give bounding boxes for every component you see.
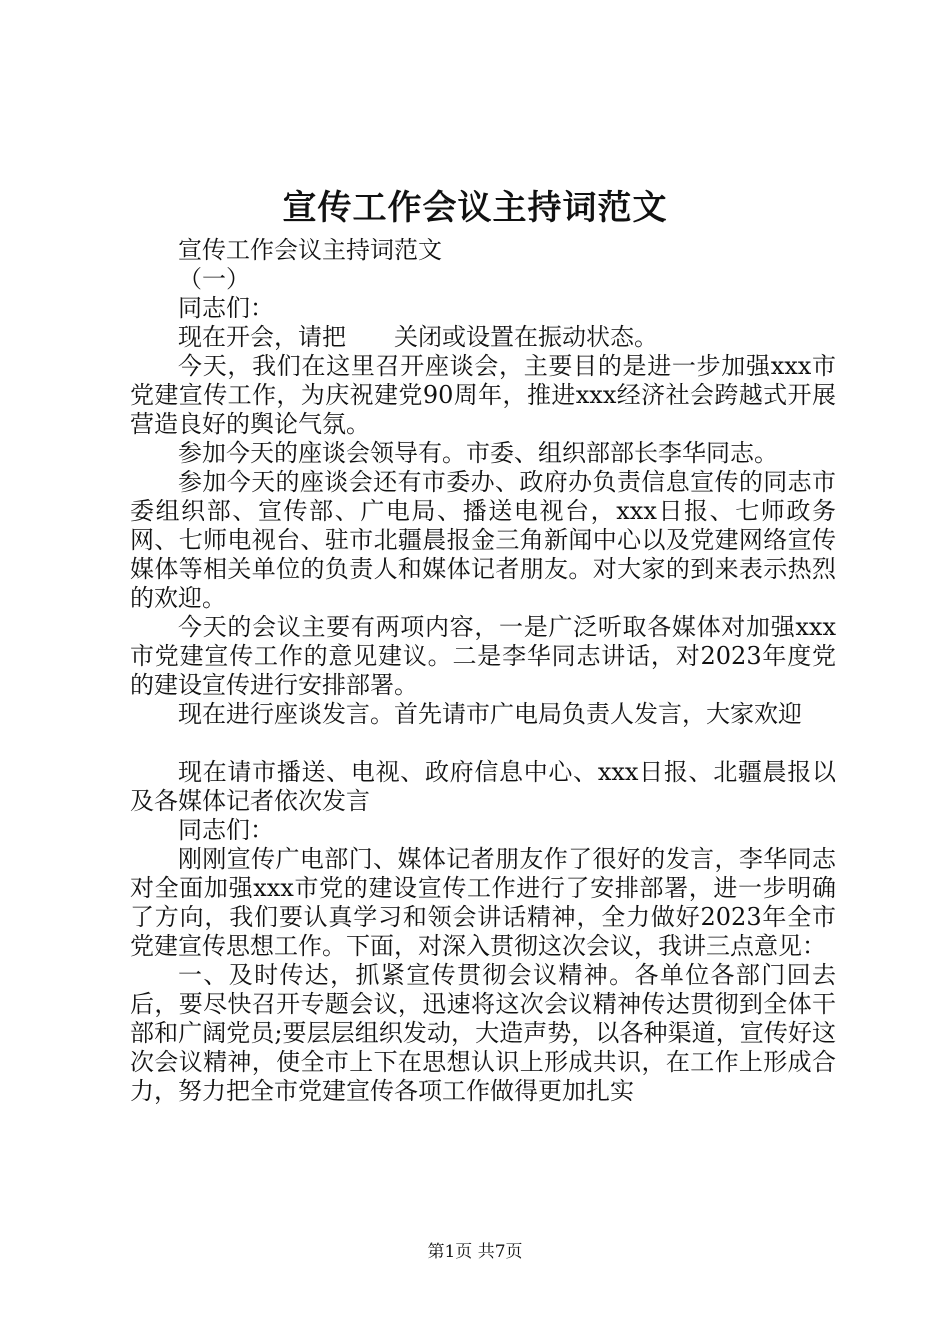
- paragraph: 现在请市播送、电视、政府信息中心、xxx日报、北疆晨报以及各媒体记者依次发言: [130, 758, 836, 815]
- paragraph: 今天，我们在这里召开座谈会，主要目的是进一步加强xxx市党建宣传工作，为庆祝建党90周年，推进xxx经济社会跨越式开展营造良好的舆论气氛。: [130, 352, 836, 438]
- paragraph: 同志们：: [178, 294, 274, 322]
- paragraph: 参加今天的座谈会还有市委办、政府办负责信息宣传的同志市委组织部、宣传部、广电局、播送电视台，xxx日报、七师政务网、七师电视台、驻市北疆晨报金三角新闻中心以及党建网络宣传媒体等相关单位的负责人和媒体记者朋友。对大家的到来表示热烈的欢迎。: [130, 468, 836, 612]
- paragraph: 一、及时传达，抓紧宣传贯彻会议精神。各单位各部门回去后，要尽快召开专题会议，迅速将这次会议精神传达贯彻到全体干部和广阔党员;要层层组织发动，大造声势，以各种渠道，宣传好这次会议精神，使全市上下在思想认识上形成共识，在工作上形成合力，努力把全市党建宣传各项工作做得更加扎实: [130, 961, 836, 1105]
- paragraph: 同志们：: [178, 816, 274, 844]
- page-number: 第1页 共7页: [427, 1242, 523, 1262]
- document-body: [130, 236, 836, 1106]
- paragraph: 参加今天的座谈会领导有。市委、组织部部长李华同志。: [178, 439, 778, 467]
- paragraph: 今天的会议主要有两项内容，一是广泛听取各媒体对加强xxx市党建宣传工作的意见建议。二是李华同志讲话，对2023年度党的建设宣传进行安排部署。: [130, 613, 836, 699]
- paragraph: （一）: [178, 265, 250, 293]
- paragraph: 现在开会，请把 关闭或设置在振动状态。: [178, 323, 658, 351]
- paragraph: 刚刚宣传广电部门、媒体记者朋友作了很好的发言，李华同志对全面加强xxx市党的建设宣传工作进行了安排部署，进一步明确了方向，我们要认真学习和领会讲话精神，全力做好2023年全市党建宣传思想工作。下面，对深入贯彻这次会议，我讲三点意见：: [130, 845, 836, 960]
- document-title: 宣传工作会议主持词范文: [282, 188, 668, 228]
- paragraph: 宣传工作会议主持词范文: [178, 236, 442, 264]
- paragraph: 现在进行座谈发言。首先请市广电局负责人发言，大家欢迎: [178, 700, 802, 728]
